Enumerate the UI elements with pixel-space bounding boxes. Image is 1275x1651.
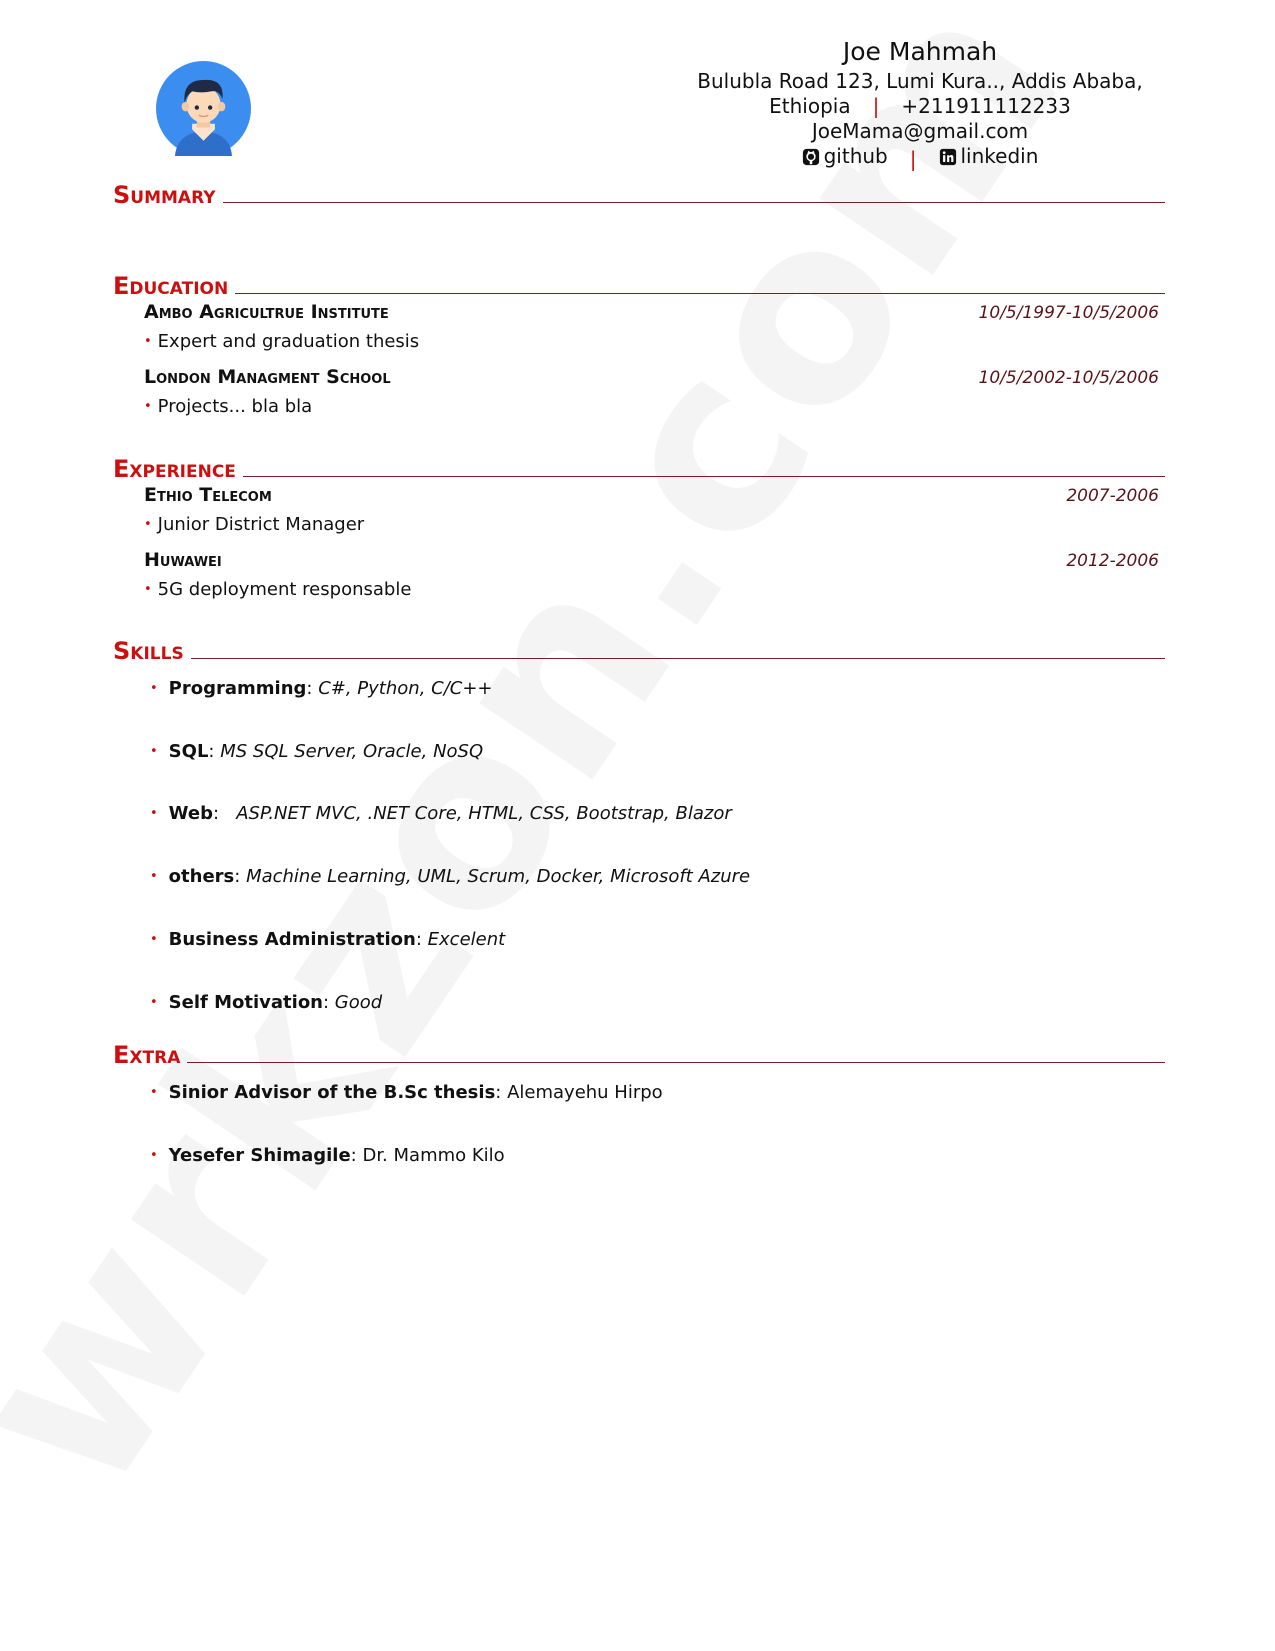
separator: | — [909, 146, 917, 171]
section-title-experience: Experience — [113, 455, 236, 483]
experience-entry — [144, 548, 1165, 604]
bullet-icon: • — [150, 744, 158, 759]
bullet-icon: • — [144, 582, 152, 597]
bullet-icon: • — [150, 1085, 158, 1100]
person-avatar-icon — [156, 61, 251, 156]
bullet-icon: • — [150, 1148, 158, 1163]
section-title-summary: Summary — [113, 181, 216, 209]
entry-dates: 10/5/2002-10/5/2006 — [978, 368, 1159, 388]
section-rule — [191, 658, 1165, 659]
skill-item: • Business Administration: Excelent — [150, 929, 506, 950]
company-name: Huwawei — [144, 549, 222, 571]
section-title-education: Education — [113, 272, 229, 300]
linkedin-link[interactable] — [939, 144, 1039, 169]
extra-item: • Yesefer Shimagile: Dr. Mammo Kilo — [150, 1145, 505, 1166]
skill-item: • Self Motivation: Good — [150, 992, 383, 1013]
section-rule — [235, 293, 1165, 294]
github-link[interactable] — [802, 144, 888, 169]
bullet-icon: • — [150, 806, 158, 821]
section-rule — [187, 1062, 1165, 1063]
entry-detail: • 5G deployment responsable — [144, 579, 412, 600]
bullet-icon: • — [144, 517, 152, 532]
email-link[interactable]: JoeMama@gmail.com — [811, 119, 1029, 143]
phone: +211911112233 — [901, 94, 1071, 118]
section-title-skills: Skills — [113, 637, 184, 665]
entry-dates: 2012-2006 — [1066, 551, 1159, 571]
summary-section — [113, 181, 1165, 209]
bullet-icon: • — [144, 399, 152, 414]
section-title-extra: Extra — [113, 1041, 181, 1069]
linkedin-label: linkedin — [960, 144, 1039, 168]
institution-name: London Managment School — [144, 366, 391, 388]
skill-item: • others: Machine Learning, UML, Scrum, Docker, Microsoft Azure — [150, 866, 751, 887]
company-name: Ethio Telecom — [144, 484, 272, 506]
github-label: github — [823, 144, 888, 168]
country-phone-line — [630, 94, 1210, 119]
country: Ethiopia — [769, 94, 851, 118]
skill-item: • SQL: MS SQL Server, Oracle, NoSQ — [150, 741, 484, 762]
institution-name: Ambo Agricultrue Institute — [144, 301, 389, 323]
extra-section — [113, 1041, 1165, 1069]
bullet-icon: • — [150, 932, 158, 947]
experience-section — [113, 455, 1165, 613]
github-icon — [802, 148, 820, 166]
bullet-icon: • — [150, 869, 158, 884]
entry-detail: • Projects... bla bla — [144, 396, 313, 417]
linkedin-icon — [939, 148, 957, 166]
education-entry — [144, 365, 1165, 421]
bullet-icon: • — [144, 334, 152, 349]
entry-dates: 2007-2006 — [1066, 486, 1159, 506]
entry-detail: • Expert and graduation thesis — [144, 331, 420, 352]
social-links — [630, 144, 1210, 172]
skill-item: • Programming: C#, Python, C/C++ — [150, 678, 493, 699]
skill-item: • Web: ASP.NET MVC, .NET Core, HTML, CSS, Bootstrap, Blazor — [150, 803, 732, 824]
header-contact — [630, 36, 1210, 172]
entry-detail: • Junior District Manager — [144, 514, 365, 535]
skills-section — [113, 637, 1165, 665]
extra-item: • Sinior Advisor of the B.Sc thesis: Alemayehu Hirpo — [150, 1082, 663, 1103]
section-rule — [223, 202, 1165, 203]
person-name: Joe Mahmah — [842, 37, 998, 66]
bullet-icon: • — [150, 681, 158, 696]
bullet-icon: • — [150, 995, 158, 1010]
education-section — [113, 272, 1165, 430]
experience-entry — [144, 483, 1165, 539]
education-entry — [144, 300, 1165, 356]
section-rule — [243, 476, 1165, 477]
entry-dates: 10/5/1997-10/5/2006 — [978, 303, 1159, 323]
address-line: Bulubla Road 123, Lumi Kura.., Addis Ababa, — [697, 69, 1143, 93]
separator: | — [872, 94, 880, 118]
watermark — [0, 466, 765, 1541]
